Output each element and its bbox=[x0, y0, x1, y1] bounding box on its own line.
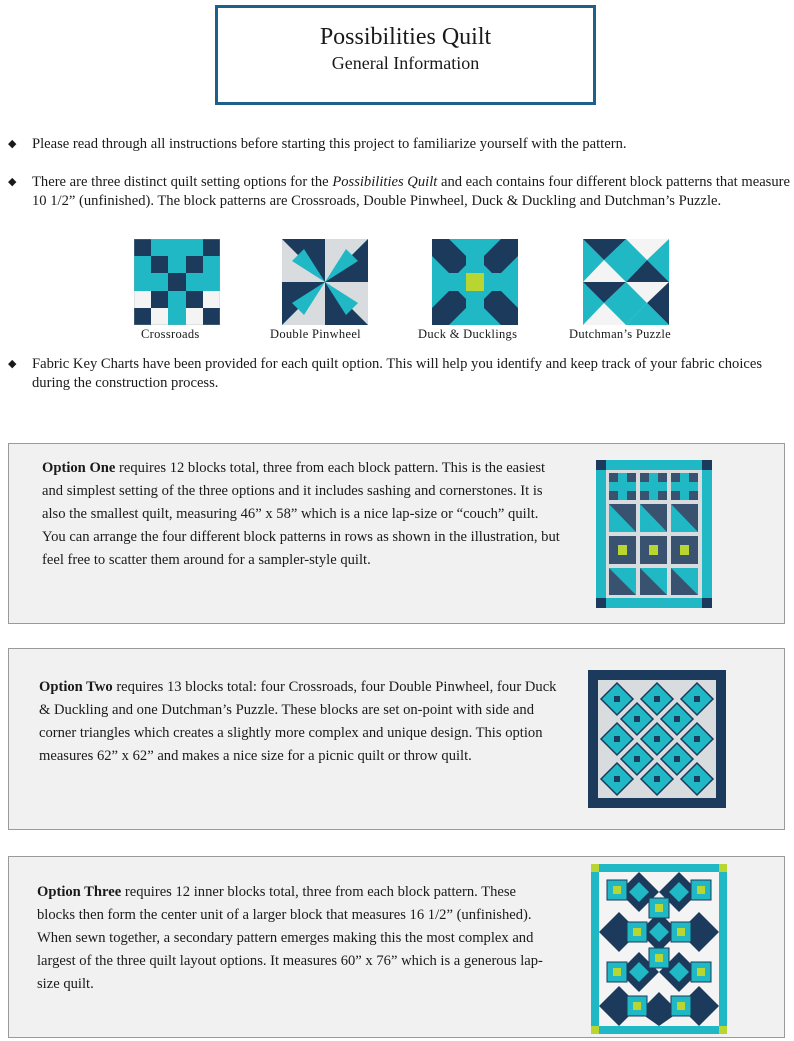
option-three-label: Option Three bbox=[37, 884, 122, 900]
option-three-text bbox=[37, 881, 557, 996]
option-two-panel bbox=[8, 648, 785, 830]
bullet-text bbox=[32, 173, 794, 211]
option-one-quilt-image bbox=[596, 460, 712, 608]
option-three-panel bbox=[8, 856, 785, 1038]
bullet-text-part: and each contains four different block patterns that measure 10 1/2” (unfinished). The block patterns are Crossroads, Double Pinwheel, Duck & Duckling and Dutchman’s Puzzle. bbox=[32, 174, 790, 209]
option-one-label: Option One bbox=[42, 460, 116, 476]
block-label-crossroads: Crossroads bbox=[141, 327, 200, 341]
crossroads-block-image bbox=[134, 239, 220, 325]
diamond-bullet-icon: ◆ bbox=[8, 358, 17, 370]
quilt-name-italic: Possibilities Quilt bbox=[332, 174, 438, 190]
block-label-dutchmans-puzzle: Dutchman’s Puzzle bbox=[569, 327, 671, 341]
option-two-text bbox=[39, 676, 564, 768]
option-three-quilt-image bbox=[591, 864, 727, 1034]
block-label-duck-ducklings: Duck & Ducklings bbox=[418, 327, 518, 341]
option-two-description: requires 13 blocks total: four Crossroads, four Double Pinwheel, four Duck & Duckling and one Dutchman’s Puzzle. These blocks are set on-point with side and corner triangles which creates a slightly more complex and unique design. This option measures 62” x 62” and makes a nice size for a picnic quilt or throw quilt. bbox=[39, 679, 557, 764]
option-two-quilt-image bbox=[588, 670, 726, 808]
block-label-double-pinwheel: Double Pinwheel bbox=[270, 327, 361, 341]
double-pinwheel-block-image bbox=[282, 239, 368, 325]
option-one-panel bbox=[8, 443, 785, 624]
duck-ducklings-block-image bbox=[432, 239, 518, 325]
bullet-text-part: There are three distinct quilt setting options for the bbox=[32, 174, 333, 190]
page-subtitle: General Information bbox=[331, 53, 480, 73]
bullet-text: Fabric Key Charts have been provided for each quilt option. This will help you identify and keep track of your fabric choices during the construction process. bbox=[32, 356, 763, 391]
option-three-description: requires 12 inner blocks total, three from each block pattern. These blocks then form the center unit of a larger block that measures 16 1/2” (unfinished). When sewn together, a secondary pattern emerges making this the most complex and largest of the three quilt layout options. It measures 60” x 76” which is a generous lap-size quilt. bbox=[37, 884, 543, 992]
option-two-label: Option Two bbox=[39, 679, 113, 695]
diamond-bullet-icon: ◆ bbox=[8, 176, 17, 188]
page-title: Possibilities Quilt bbox=[319, 24, 492, 50]
option-one-text bbox=[42, 457, 562, 572]
bullet-text: Please read through all instructions before starting this project to familiarize yourself with the pattern. bbox=[32, 136, 627, 152]
option-one-description: requires 12 blocks total, three from each block pattern. This is the easiest and simplest setting of the three options and it includes sashing and cornerstones. It is also the smallest quilt, measuring 46” x 58” which is a nice lap-size or “couch” quilt. You can arrange the four different block patterns in rows as shown in the illustration, but feel free to scatter them around for a sampler-style quilt. bbox=[42, 460, 560, 568]
title-box bbox=[215, 5, 596, 105]
diamond-bullet-icon: ◆ bbox=[8, 138, 17, 150]
dutchmans-puzzle-block-image bbox=[583, 239, 669, 325]
